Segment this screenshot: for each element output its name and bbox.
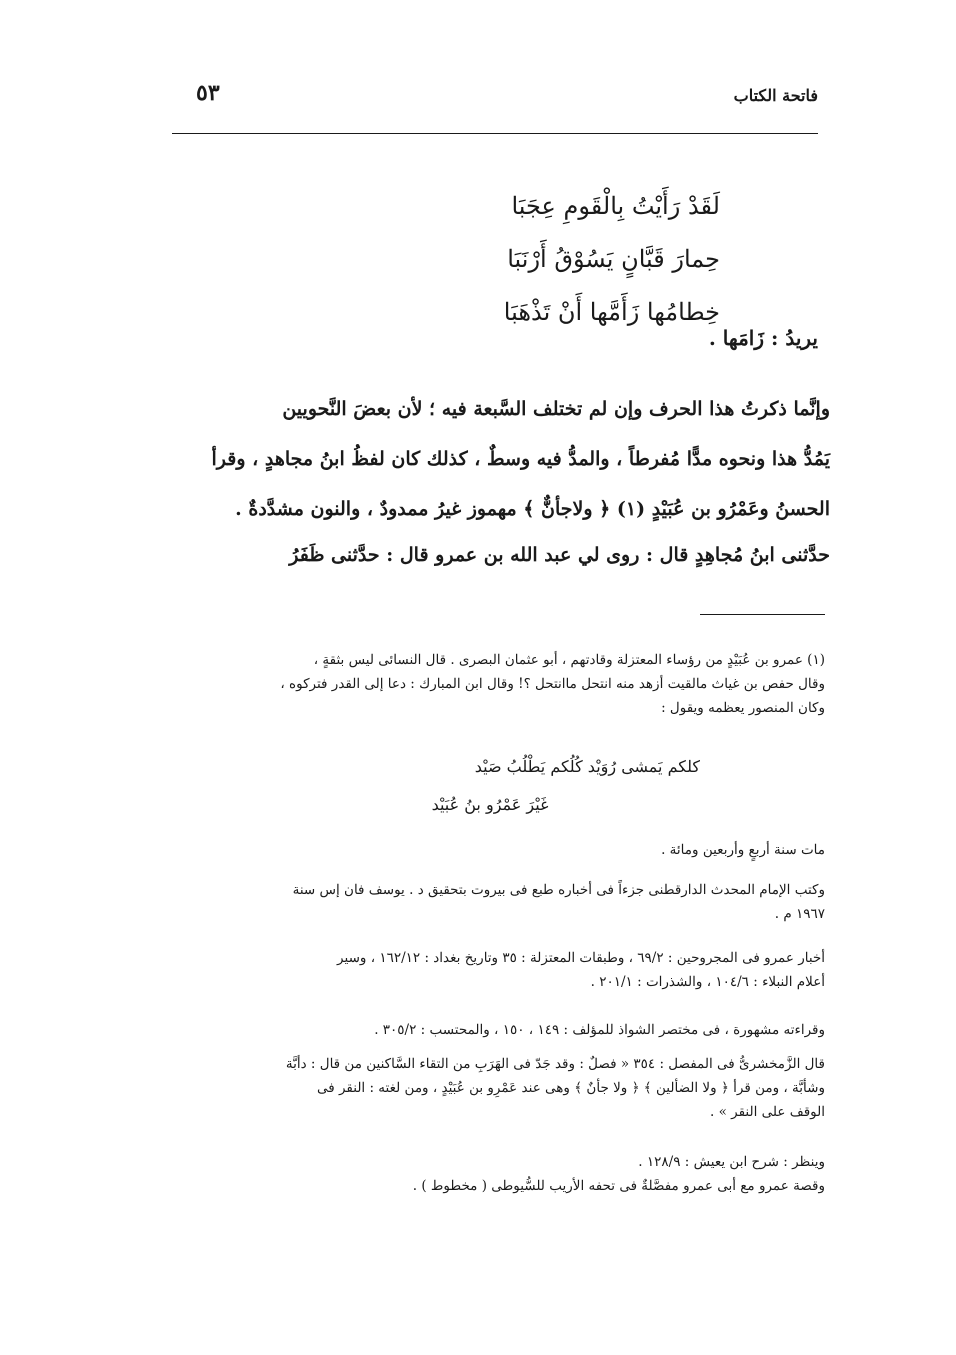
footnote-line: أخبار عمرو فى المجروحين : ٦٩/٢ ، وطبقات المعتزلة : ٣٥ وتاريخ بغداد : ١٦٢/١٢ ، وسير <box>337 950 825 966</box>
paragraph-line: وإنَّما ذكرتُ هذا الحرف وإن لم تختلف السَّبعة فيه ؛ لأن بعضَ النَّحويين <box>282 398 830 420</box>
footnote-line: وشأبَّة ، ومن قرأ ﴿ ولا الضألين ﴾ ﴿ ولا جأنٌ ﴾ وهى عند عَمْرِو بن عُبَيْدٍ ، ومن لغته : النقر فى <box>316 1080 825 1096</box>
footnote-line: الوقف على النقر » . <box>710 1104 825 1120</box>
header-rule <box>172 133 818 134</box>
footnote-death <box>160 838 825 862</box>
poem-line: خِطامُها زَأَمَّها أَنْ تَذْهَبَا <box>503 298 720 326</box>
footnote-zamakhshari <box>160 1052 825 1124</box>
footnote-line: وقصة عمرو مع أبى عمرو مفصَّلةٌ فى تحفه الأريب للسُّيوطى ( مخطوط ) . <box>412 1178 825 1194</box>
paragraph-line: حدَّثنى ابنُ مُجاهِدٍ قال : روى لي عبد الله بن عمرو قال : حدَّثنى ظَفَرُ <box>289 544 830 566</box>
footnote-line: أعلام النبلاء : ١٠٤/٦ ، والشذرات : ٢٠١/١ . <box>590 974 825 990</box>
chapter-title: فاتحة الكتاب <box>733 86 818 105</box>
paragraph-line: يَمُدُّ هذا ونحوه مدًّا مُفرطاً ، والمدُّ فيه وسطٌ ، كذلك كان لفظُ ابنُ مجاهدٍ ، وقرأ <box>211 448 830 470</box>
footnote-line: وقراءته مشهورة ، فى مختصر الشواذ للمؤلف : ١٤٩ ، ١٥٠ ، والمحتسب : ٣٠٥/٢ . <box>374 1022 825 1038</box>
footnote-line: وكان المنصور يعظمه ويقول : <box>661 700 825 716</box>
paragraph-line: الحسنُ وعَمْرُو بن عُبَيْدٍ (١) ﴿ ولاجأنٌّ ﴾ مهموز غيرُ ممدودٌ ، والنون مشدَّدةٌ . <box>235 498 830 520</box>
poem <box>300 180 720 339</box>
explanation-line: يريدُ : زَامَها . <box>708 326 818 350</box>
page-header <box>170 80 818 120</box>
footnote-reading <box>160 1018 825 1042</box>
footnote-line: قال الزَّمخشرىُّ فى المفصل : ٣٥٤ « فصلٌ : وقد جَدّ فى الهَرَبِ من التقاء السَّاكنين من قال : دأبَّة <box>285 1056 825 1072</box>
footnote-references <box>160 1150 825 1198</box>
footnote-line: مات سنة أربعٍ وأربعين ومائة . <box>661 842 825 858</box>
verse-line: غَيْرَ عَمْرُو بنُ عُبَيْد <box>431 795 549 814</box>
page-number: ٥٣ <box>196 80 220 106</box>
main-paragraph <box>160 384 830 534</box>
poem-line: لَقَدْ رَأَيْتُ بِالْقَومِ عِجَبَا <box>511 192 720 220</box>
footnote-sources <box>160 946 825 994</box>
verse-line: كلكم يَمشى رُوَيْد كُلُكم يَطْلُبُ صَيْد <box>474 757 700 776</box>
footnote-darqutni <box>160 878 825 926</box>
isnad-paragraph <box>160 530 830 580</box>
poem-line: حِمارَ قَبَّانٍ يَسُوْقُ أَرْنَبَا <box>507 245 720 273</box>
footnote-line: (١) عمرو بن عُبَيْدٍ من رؤساء المعتزلة وقادتهم ، أبو عثمان البصرى . قال النسائى ليس بثقةٍ ، <box>313 652 825 668</box>
footnote-line: وينظر : شرح ابن يعيش : ١٢٨/٩ . <box>638 1154 825 1170</box>
footnote-rule <box>700 614 825 615</box>
footnote-verse <box>280 748 700 824</box>
footnote-line: ١٩٦٧ م . <box>774 906 825 922</box>
footnote-biography <box>160 648 825 720</box>
footnote-line: وكتب الإمام المحدث الدارقطنى جزءاً فى أخباره طبع فى بيروت بتحقيق د . يوسف فان إس سنة <box>292 882 825 898</box>
footnote-line: وقال حفص بن غياث مالقيت أزهد منه انتحل ماانتحل ؟! وقال ابن المبارك : دعا إلى القدر فتركوه ، <box>280 676 825 692</box>
